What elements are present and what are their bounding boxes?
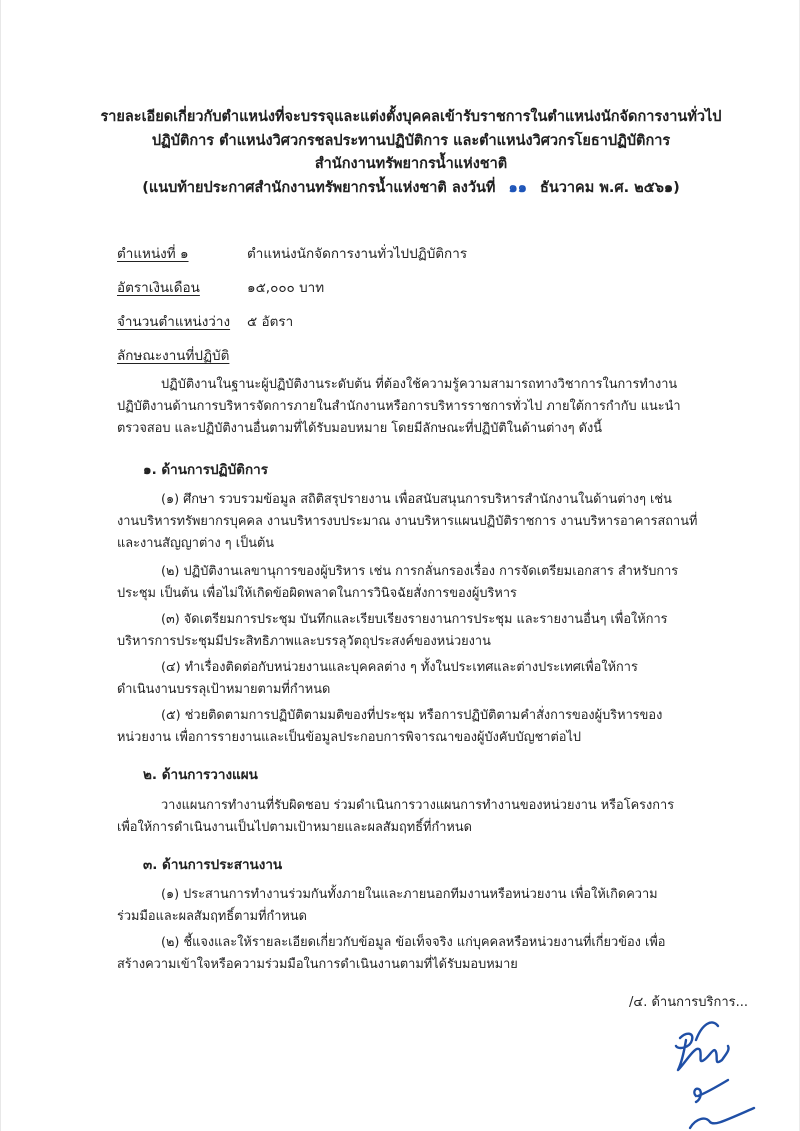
item-line: (๓) จัดเตรียมการประชุม บันทึกและเรียบเรียงรายงานการประชุม และรายงานอื่นๆ เพื่อให้การ — [161, 612, 668, 627]
title-line-2: ปฏิบัติการ ตำแหน่งวิศวกรชลประทานปฏิบัติการ และตำแหน่งวิศวกรโยธาปฏิบัติการ — [151, 132, 671, 149]
section2-item-1 — [117, 795, 717, 839]
item-line: ประชุม เป็นต้น เพื่อไม่ให้เกิดข้อผิดพลาดในการวินิจฉัยสั่งการของผู้บริหาร — [117, 586, 517, 601]
section1-item-5 — [117, 705, 717, 749]
field-label: อัตราเงินเดือน — [117, 280, 200, 296]
field-label: ตำแหน่งที่ ๑ — [117, 246, 189, 262]
title-line-4 — [61, 177, 761, 201]
field-value: ๑๕,๐๐๐ บาท — [247, 280, 325, 296]
item-line: สร้างความเข้าใจหรือความร่วมมือในการดำเนินงานตามที่ได้รับมอบหมาย — [117, 957, 518, 972]
announcement-day: ๑๑ — [508, 179, 527, 196]
section-title-coordination: ๓. ด้านการประสานงาน — [143, 857, 283, 873]
field-value: ตำแหน่งนักจัดการงานทั่วไปปฏิบัติการ — [247, 246, 468, 262]
item-line: วางแผนการทำงานที่รับผิดชอบ ร่วมดำเนินการวางแผนการทำงานของหน่วยงาน หรือโครงการ — [161, 798, 675, 813]
signature-icon — [656, 1010, 766, 1131]
title-line-3: สำนักงานทรัพยากรน้ำแห่งชาติ — [314, 156, 508, 172]
continued-next-page: /๔. ด้านการบริการ... — [629, 995, 749, 1010]
section1-item-3 — [117, 609, 717, 653]
field-label: จำนวนตำแหน่งว่าง — [117, 314, 231, 330]
section3-item-1 — [117, 884, 717, 928]
item-line: หน่วยงาน เพื่อการรายงานและเป็นข้อมูลประกอบการพิจารณาของผู้บังคับบัญชาต่อไป — [117, 730, 582, 745]
item-line: (๑) ประสานการทำงานร่วมกันทั้งภายในและภายนอกทีมงานหรือหน่วยงาน เพื่อให้เกิดความ — [161, 887, 658, 902]
item-line: ร่วมมือและผลสัมฤทธิ์ตามที่กำหนด — [117, 909, 307, 924]
announcement-month-year: ธันวาคม พ.ศ. ๒๕๖๑) — [539, 179, 680, 196]
field-value: ๕ อัตรา — [247, 314, 294, 330]
section-title-operations: ๑. ด้านการปฏิบัติการ — [143, 462, 268, 478]
item-line: (๒) ปฏิบัติงานเลขานุการของผู้บริหาร เช่น การกลั่นกรองเรื่อง การจัดเตรียมเอกสาร สำหรับการ — [161, 564, 679, 579]
section1-item-1 — [117, 489, 717, 555]
document-title — [61, 106, 761, 200]
job-nature-heading: ลักษณะงานที่ปฏิบัติ — [117, 348, 230, 364]
item-line: บริหารการประชุมมีประสิทธิภาพและบรรลุวัตถุประสงค์ของหน่วยงาน — [117, 634, 491, 649]
item-line: (๑) ศึกษา รวบรวมข้อมูล สถิติสรุปรายงาน เพื่อสนับสนุนการบริหารสำนักงานในด้านต่างๆ เช่น — [161, 492, 672, 507]
item-line: (๕) ช่วยติดตามการปฏิบัติตามมติของที่ประชุม หรือการปฏิบัติตามคำสั่งการของผู้บริหารของ — [161, 708, 663, 723]
intro-line: ตรวจสอบ และปฏิบัติงานอื่นตามที่ได้รับมอบหมาย โดยมีลักษณะที่ปฏิบัติในด้านต่างๆ ดังนี้ — [117, 421, 602, 436]
announcement-ref: (แนบท้ายประกาศสำนักงานทรัพยากรน้ำแห่งชาติ ลงวันที่ — [142, 179, 496, 196]
title-line-1: รายละเอียดเกี่ยวกับตำแหน่งที่จะบรรจุและแต่งตั้งบุคคลเข้ารับราชการในตำแหน่งนักจัดการงานทั่วไป — [100, 109, 722, 125]
section1-item-2 — [117, 561, 717, 605]
item-line: (๔) ทำเรื่องติดต่อกับหน่วยงานและบุคคลต่าง ๆ ทั้งในประเทศและต่างประเทศเพื่อให้การ — [161, 660, 638, 675]
section3-item-2 — [117, 932, 717, 976]
section-title-planning: ๒. ด้านการวางแผน — [143, 767, 258, 783]
job-nature-intro — [117, 374, 717, 440]
item-line: งานบริหารทรัพยากรบุคคล งานบริหารงบประมาณ งานบริหารแผนปฏิบัติราชการ งานบริหารอาคารสถานที่ — [117, 514, 698, 529]
intro-line: ปฏิบัติงานด้านการบริหารจัดการภายในสำนักงานหรือการบริหารราชการทั่วไป ภายใต้การกำกับ แนะนำ — [117, 399, 681, 414]
item-line: ดำเนินงานบรรลุเป้าหมายตามที่กำหนด — [117, 682, 331, 697]
section1-item-4 — [117, 657, 717, 701]
intro-line: ปฏิบัติงานในฐานะผู้ปฏิบัติงานระดับต้น ที่ต้องใช้ความรู้ความสามารถทางวิชาการในการทำงาน — [161, 377, 678, 392]
item-line: เพื่อให้การดำเนินงานเป็นไปตามเป้าหมายและผลสัมฤทธิ์ที่กำหนด — [117, 820, 472, 835]
item-line: และงานสัญญาต่าง ๆ เป็นต้น — [117, 536, 275, 551]
item-line: (๒) ชี้แจงและให้รายละเอียดเกี่ยวกับข้อมูล ข้อเท็จจริง แก่บุคคลหรือหน่วยงานที่เกี่ยวข้อง เพื่อ — [161, 935, 666, 950]
